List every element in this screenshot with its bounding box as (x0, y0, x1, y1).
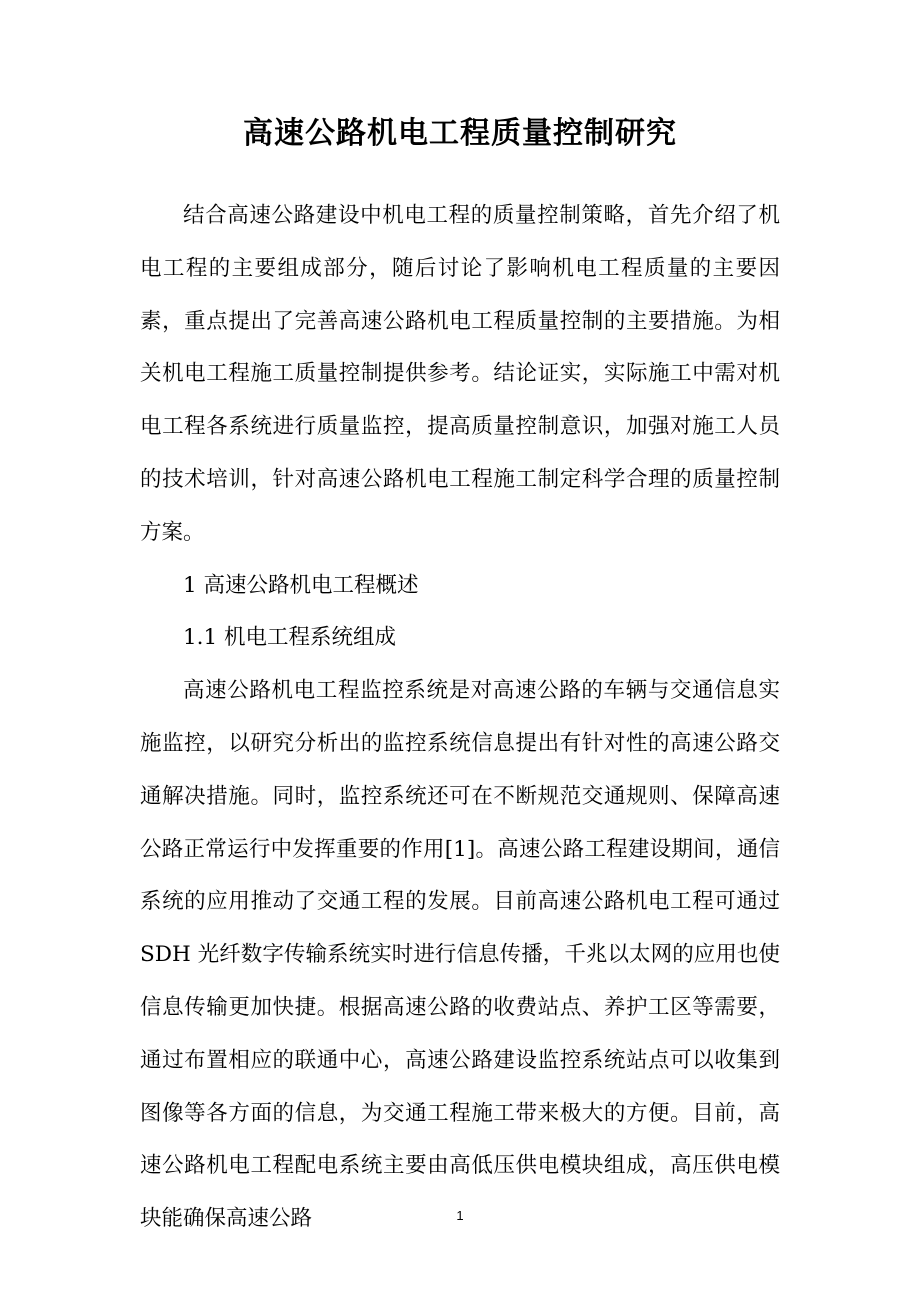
section-1-1-heading: 1.1 机电工程系统组成 (183, 625, 397, 651)
page-number: 1 (456, 1208, 464, 1223)
abstract-paragraph: 结合高速公路建设中机电工程的质量控制策略，首先介绍了机电工程的主要组成部分，随后讨论了影响机电工程质量的主要因素，重点提出了完善高速公路机电工程质量控制的主要措施。为相关机电工程施工质量控制提供参考。结论证实，实际施工中需对机电工程各系统进行质量监控，提高质量控制意识，加强对施工人员的技术培训，针对高速公路机电工程施工制定科学合理的质量控制方案。 (140, 203, 780, 545)
section-1-1-paragraph: 高速公路机电工程监控系统是对高速公路的车辆与交通信息实施监控，以研究分析出的监控系统信息提出有针对性的高速公路交通解决措施。同时，监控系统还可在不断规范交通规则、保障高速公路正常运行中发挥重要的作用[1]。高速公路工程建设期间，通信系统的应用推动了交通工程的发展。目前高速公路机电工程可通过 SDH 光纤数字传输系统实时进行信息传播，千兆以太网的应用也使信息传输更加快捷。根据高速公路的收费站点、养护工区等需要，通过布置相应的联通中心，高速公路建设监控系统站点可以收集到图像等各方面的信息，为交通工程施工带来极大的方便。目前，高速公路机电工程配电系统主要由高低压供电模块组成，高压供电模块能确保高速公路 (140, 678, 780, 1232)
section-1-heading: 1 高速公路机电工程概述 (183, 572, 419, 598)
document-body (140, 190, 780, 1246)
document-title: 高速公路机电工程质量控制研究 (243, 116, 677, 151)
